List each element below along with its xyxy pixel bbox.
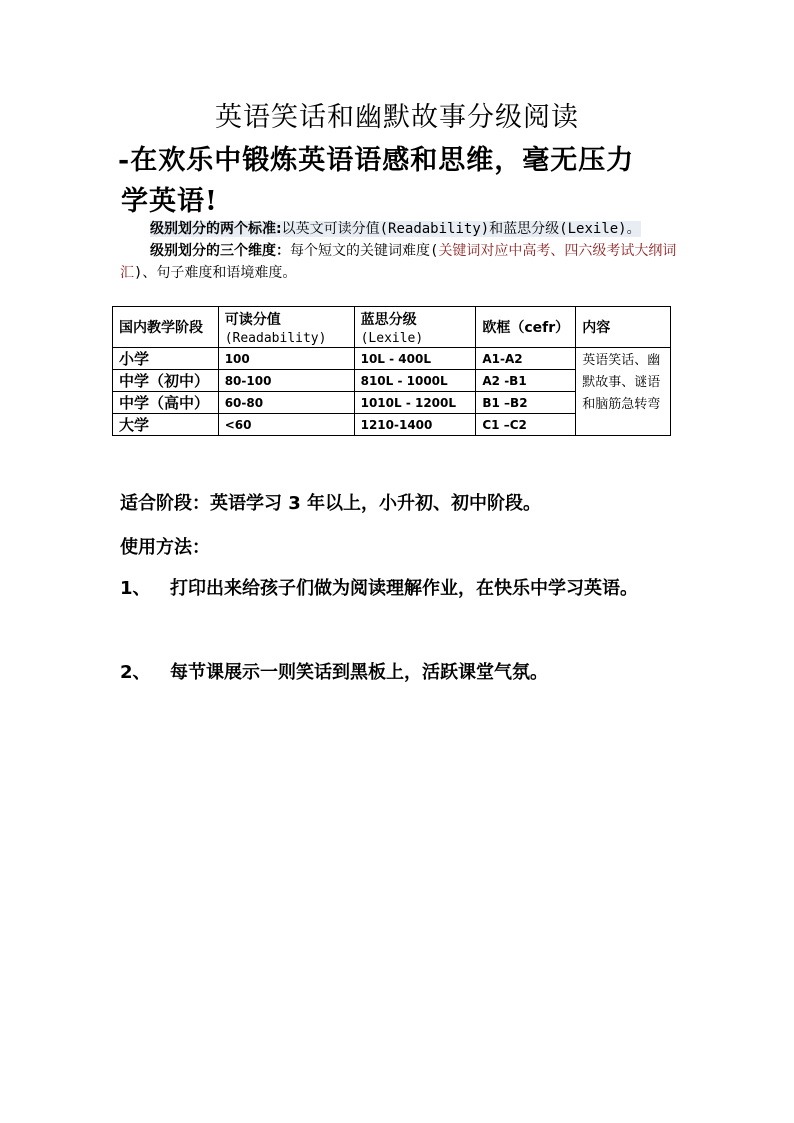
usage-label: 使用方法：	[120, 537, 210, 558]
standards-text: 以英文可读分值(Readability)和蓝思分级(Lexile)。	[281, 221, 641, 237]
header-stage: 国内教学阶段	[113, 307, 219, 348]
usage-item-number: 2、	[120, 662, 151, 683]
cell-content: 英语笑话、幽默故事、谜语和脑筋急转弯	[576, 348, 671, 436]
cell-cefr: C1 –C2	[476, 414, 576, 436]
doc-subtitle: -在欢乐中锻炼英语语感和思维，毫无压力	[118, 145, 635, 176]
cell-lexile: 810L - 1000L	[354, 370, 476, 392]
cell-cefr: A2 -B1	[476, 370, 576, 392]
usage-item-text: 打印出来给孩子们做为阅读理解作业，在快乐中学习英语。	[170, 578, 638, 599]
cell-cefr: B1 –B2	[476, 392, 576, 414]
dimensions-paragraph	[120, 240, 680, 284]
cell-lexile: 1010L - 1200L	[354, 392, 476, 414]
cell-stage: 小学	[113, 348, 219, 370]
dimensions-text-2: )、句子难度和语境难度。	[134, 265, 297, 281]
table-header-row	[113, 307, 671, 348]
cell-lexile: 10L - 400L	[354, 348, 476, 370]
cell-readability: 60-80	[218, 392, 354, 414]
usage-item-number: 1、	[120, 578, 151, 599]
cell-readability: <60	[218, 414, 354, 436]
doc-subtitle-cont: 学英语!	[121, 186, 218, 217]
suitable-stage-text: 适合阶段：英语学习 3 年以上，小升初、初中阶段。	[120, 493, 542, 514]
usage-item-text: 每节课展示一则笑话到黑板上，活跃课堂气氛。	[170, 662, 548, 683]
grading-table	[112, 306, 671, 436]
cell-stage: 中学（初中）	[113, 370, 219, 392]
dimensions-red-text: 关键词对应中高考、四六级考试大纲词汇	[120, 243, 677, 281]
cell-stage: 中学（高中）	[113, 392, 219, 414]
cell-readability: 80-100	[218, 370, 354, 392]
standards-paragraph	[120, 218, 680, 240]
cell-readability: 100	[218, 348, 354, 370]
cell-lexile: 1210-1400	[354, 414, 476, 436]
header-content: 内容	[576, 307, 671, 348]
cell-cefr: A1-A2	[476, 348, 576, 370]
header-readability: 可读分值 (Readability)	[218, 307, 354, 348]
cell-stage: 大学	[113, 414, 219, 436]
dimensions-text-1: 每个短文的关键词难度(	[290, 243, 439, 259]
header-cefr: 欧框（cefr）	[476, 307, 576, 348]
header-lexile: 蓝思分级 (Lexile)	[354, 307, 476, 348]
doc-title: 英语笑话和幽默故事分级阅读	[215, 102, 579, 133]
table-row	[113, 348, 671, 370]
intro-section	[120, 218, 680, 284]
dimensions-label: 级别划分的三个维度：	[150, 243, 290, 259]
standards-label: 级别划分的两个标准:	[150, 221, 282, 237]
